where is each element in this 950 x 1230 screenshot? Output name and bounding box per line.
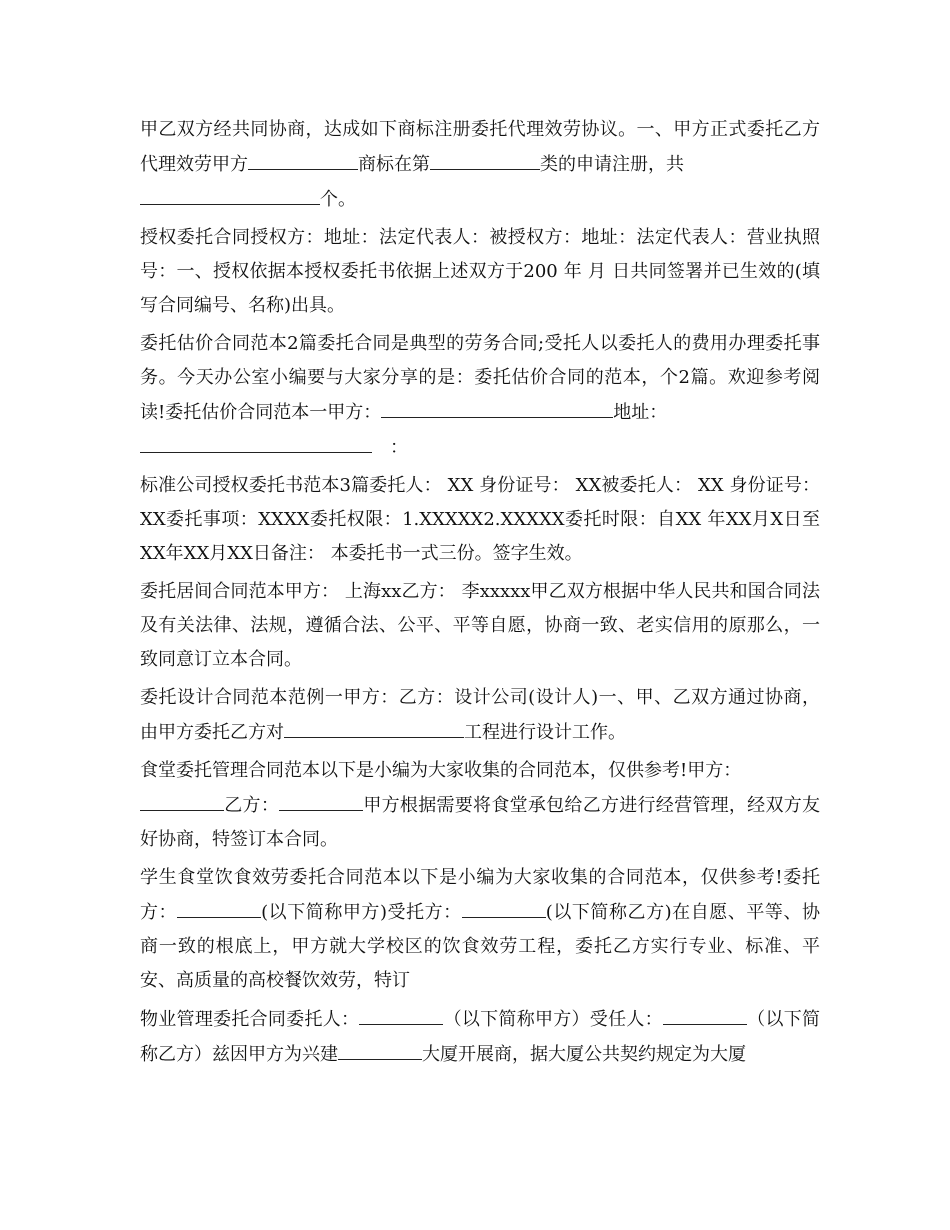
fill-blank-line <box>177 895 261 918</box>
paragraph-text: ： <box>372 437 408 458</box>
paragraph-text: (以下简称甲方)受托方： <box>261 902 462 923</box>
document-body <box>140 113 820 1076</box>
paragraph-text: 委托设计合同范本范例一甲方：乙方：设计公司(设计人)一、甲、乙双方通过协商，由甲方委托乙方对 <box>140 687 820 743</box>
paragraph <box>140 469 820 571</box>
paragraph-text: 工程进行设计工作。 <box>464 722 626 743</box>
fill-blank-line <box>140 788 224 811</box>
fill-blank-line <box>140 182 320 205</box>
paragraph-text: （以下简称甲方）受任人： <box>443 1009 663 1030</box>
paragraph <box>140 861 820 998</box>
paragraph-text: 地址： <box>613 402 668 423</box>
fill-blank-line <box>430 147 540 170</box>
paragraph-text: 标准公司授权委托书范本3篇委托人： XX 身份证号： XX被委托人： XX 身份证号： XX委托事项：XXXX委托权限：1.XXXXX2.XXXXX委托时限：自XX 年XX月X日至XX年XX月XX日备注： 本委托书一式三份。签字生效。 <box>140 475 820 564</box>
fill-blank-line <box>279 788 363 811</box>
paragraph-text: 授权委托合同授权方：地址：法定代表人：被授权方：地址：法定代表人：营业执照号：一、授权依据本授权委托书依据上述双方于200 年 月 日共同签署并已生效的(填写合同编号、名称)出具。 <box>140 227 820 316</box>
fill-blank-line <box>462 895 546 918</box>
fill-blank-line <box>381 395 613 418</box>
paragraph-text: （以下简称乙方）兹因甲方为兴建 <box>140 1009 821 1065</box>
paragraph-text: (以下简称乙方)在自愿、平等、协商一致的根底上，甲方就大学校区的饮食效劳工程，委托乙方实行专业、标准、平安、高质量的高校餐饮效劳，特订 <box>140 902 821 991</box>
fill-blank-line <box>248 147 358 170</box>
paragraph-text: 个。 <box>320 189 356 210</box>
fill-blank-line <box>663 1002 747 1025</box>
paragraph-text: 甲乙双方经共同协商，达成如下商标注册委托代理效劳协议。一、甲方正式委托乙方代理效劳甲方 <box>140 119 820 175</box>
paragraph-text: 委托居间合同范本甲方： 上海xx乙方： 李xxxxx甲乙双方根据中华人民共和国合同法及有关法律、法规，遵循合法、公平、平等自愿，协商一致、老实信用的原那么，一致同意订立本合同。 <box>140 581 820 670</box>
paragraph <box>140 327 820 465</box>
paragraph-text: 商标在第 <box>358 154 430 175</box>
paragraph-text: 甲方根据需要将食堂承包给乙方进行经营管理，经双方友好协商，特签订本合同。 <box>140 795 821 850</box>
paragraph <box>140 754 820 857</box>
fill-blank-line <box>338 1037 422 1060</box>
paragraph <box>140 681 820 750</box>
paragraph <box>140 575 820 677</box>
paragraph-text: 食堂委托管理合同范本以下是小编为大家收集的合同范本，仅供参考!甲方： <box>140 760 742 781</box>
paragraph <box>140 221 820 323</box>
fill-blank-line <box>284 715 464 738</box>
paragraph-text: 委托估价合同范本2篇委托合同是典型的劳务合同;受托人以委托人的费用办理委托事务。今天办公室小编要与大家分享的是：委托估价合同的范本，个2篇。欢迎参考阅读!委托估价合同范本一甲方： <box>140 333 820 423</box>
paragraph <box>140 113 820 217</box>
fill-blank-line <box>140 430 372 453</box>
paragraph-text: 物业管理委托合同委托人： <box>140 1009 360 1030</box>
paragraph-text: 学生食堂饮食效劳委托合同范本以下是小编为大家收集的合同范本，仅供参考!委托方： <box>140 867 820 923</box>
paragraph-text: 大厦开展商，据大厦公共契约规定为大厦 <box>422 1044 746 1065</box>
paragraph-text: 类的申请注册，共 <box>540 154 684 175</box>
paragraph <box>140 1002 820 1072</box>
paragraph-text: 乙方： <box>224 795 280 816</box>
fill-blank-line <box>359 1002 443 1025</box>
